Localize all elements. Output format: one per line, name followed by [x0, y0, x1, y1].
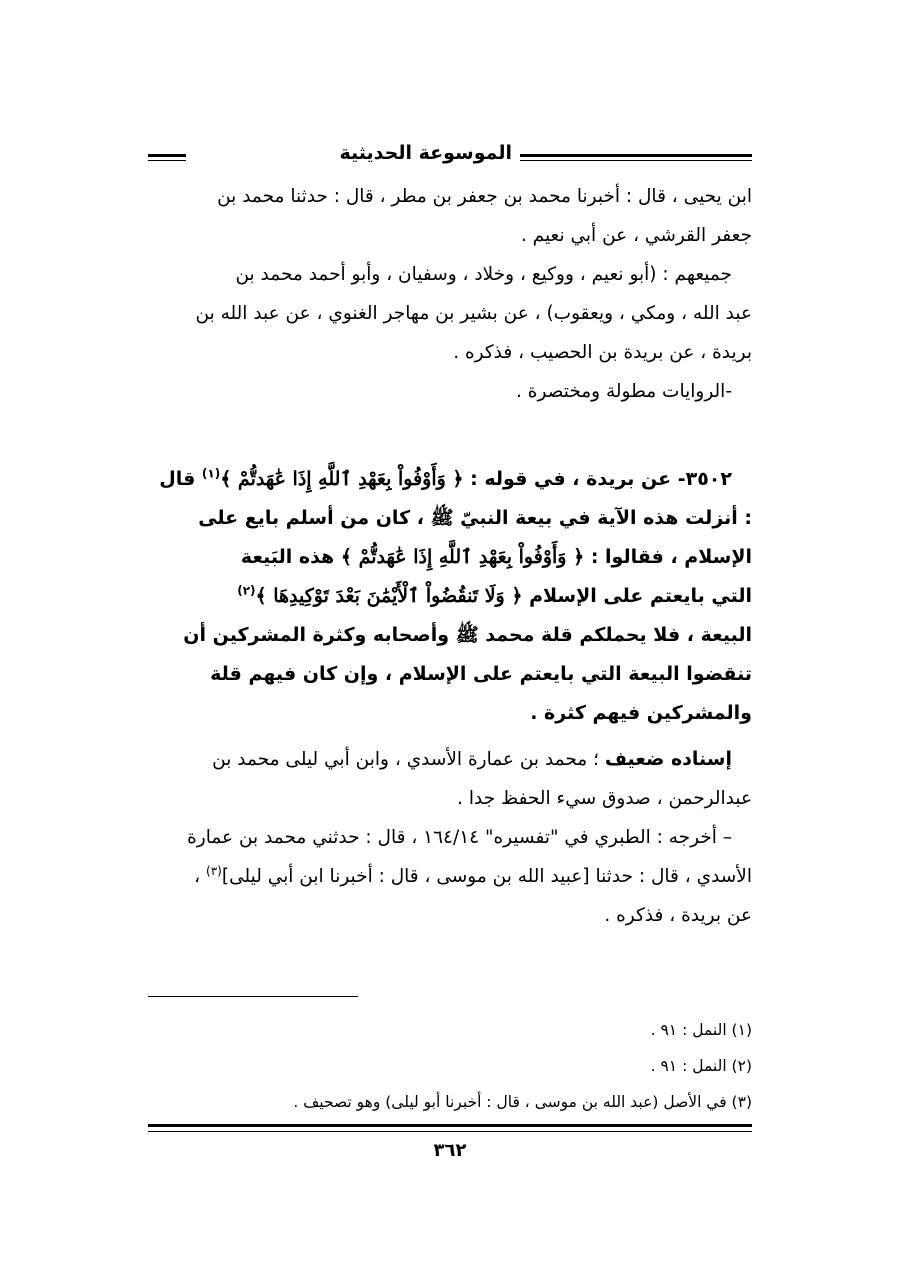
header-title: الموسوعة الحديثية: [339, 142, 512, 164]
text-line: ابن يحيى ، قال : أخبرنا محمد بن جعفر بن مطر ، قال : حدثنا محمد بن: [217, 186, 752, 207]
hadith-text: التي بايعتم على الإسلام: [522, 585, 752, 607]
footnote: (٣) في الأصل (عبد الله بن موسى ، قال : أخبرنا أبو ليلى) وهو تصحيف .: [293, 1093, 752, 1111]
footnote: (١) النمل : ٩١ .: [650, 1021, 752, 1039]
takhrij-line: [148, 857, 752, 896]
quran-verse: ﴿ وَأَوْفُواْ بِعَهْدِ ٱللَّهِ إِذَا عَٰهَدتُّمْ ﴾: [340, 546, 585, 568]
footnote-divider: [148, 996, 358, 997]
page-number: ٣٦٢: [433, 1140, 467, 1161]
hadith-line: البيعة ، فلا يحملكم قلة محمد ﷺ وأصحابه وكثرة المشركين أن: [183, 624, 752, 646]
footnote: (٢) النمل : ٩١ .: [650, 1057, 752, 1075]
footer-rule: [148, 1124, 752, 1132]
takhrij-line: عن بريدة ، فذكره .: [604, 905, 752, 926]
text-line: جميعهم : (أبو نعيم ، ووكيع ، وخلاد ، وسفيان ، وأبو أحمد محمد بن: [235, 264, 732, 285]
document-page: [148, 0, 752, 1273]
takhrij-line: – أخرجه : الطبري في "تفسيره" ١٦٤/١٤ ، قال : حدثني محمد بن عمارة: [187, 827, 732, 848]
hadith-text: الإسلام ، فقالوا :: [584, 546, 752, 568]
takhrij-text: الأسدي ، قال : حدثنا [عبيد الله بن موسى ، قال : أخبرنا ابن أبي ليلى]: [221, 866, 752, 887]
running-header: [148, 140, 752, 174]
text-line: -الروايات مطولة ومختصرة .: [516, 381, 732, 402]
hadith-line: تنقضوا البيعة التي بايعتم على الإسلام ، وإن كان فيهم قلة: [210, 663, 752, 685]
header-rule-right: [520, 154, 752, 161]
hadith-line: والمشركين فيهم كثرة .: [530, 702, 752, 724]
hadith-line: [148, 577, 752, 616]
isnad-text: ؛ محمد بن عمارة الأسدي ، وابن أبي ليلى محمد بن: [212, 749, 605, 770]
hadith-line: [148, 460, 752, 499]
quran-verse: ﴿ وَأَوْفُواْ بِعَهْدِ ٱللَّهِ إِذَا عَٰهَدتُّمْ ﴾: [220, 468, 464, 490]
text-line: بريدة ، عن بريدة بن الحصيب ، فذكره .: [453, 342, 752, 363]
isnad-label: إسناده ضعيف: [604, 748, 732, 770]
text-line: جعفر القرشي ، عن أبي نعيم .: [520, 225, 752, 246]
footnote-ref: (٣): [206, 863, 222, 878]
header-rule-left: [148, 154, 186, 161]
footnote-ref: (٢): [237, 583, 256, 598]
hadith-line: [148, 538, 752, 577]
hadith-line: : أنزلت هذه الآية في بيعة النبيّ ﷺ ، كان من أسلم بايع على: [198, 507, 752, 529]
quran-verse: ﴿ وَلَا تَنقُضُواْ ٱلْأَيْمَٰنَ بَعْدَ تَوْكِيدِهَا ﴾: [255, 585, 523, 607]
text-line: عبد الله ، ومكي ، ويعقوب) ، عن بشير بن مهاجر الغنوي ، عن عبد الله بن: [195, 303, 752, 324]
hadith-text: قال: [159, 468, 202, 490]
footnote-ref: (١): [201, 466, 221, 481]
isnad-line: عبدالرحمن ، صدوق سيء الحفظ جدا .: [457, 788, 752, 809]
hadith-text: هذه البَيعة: [240, 546, 341, 568]
isnad-line: [148, 740, 752, 779]
takhrij-text: ،: [194, 866, 207, 887]
hadith-intro: ٣٥٠٢- عن بريدة ، في قوله :: [463, 468, 732, 490]
